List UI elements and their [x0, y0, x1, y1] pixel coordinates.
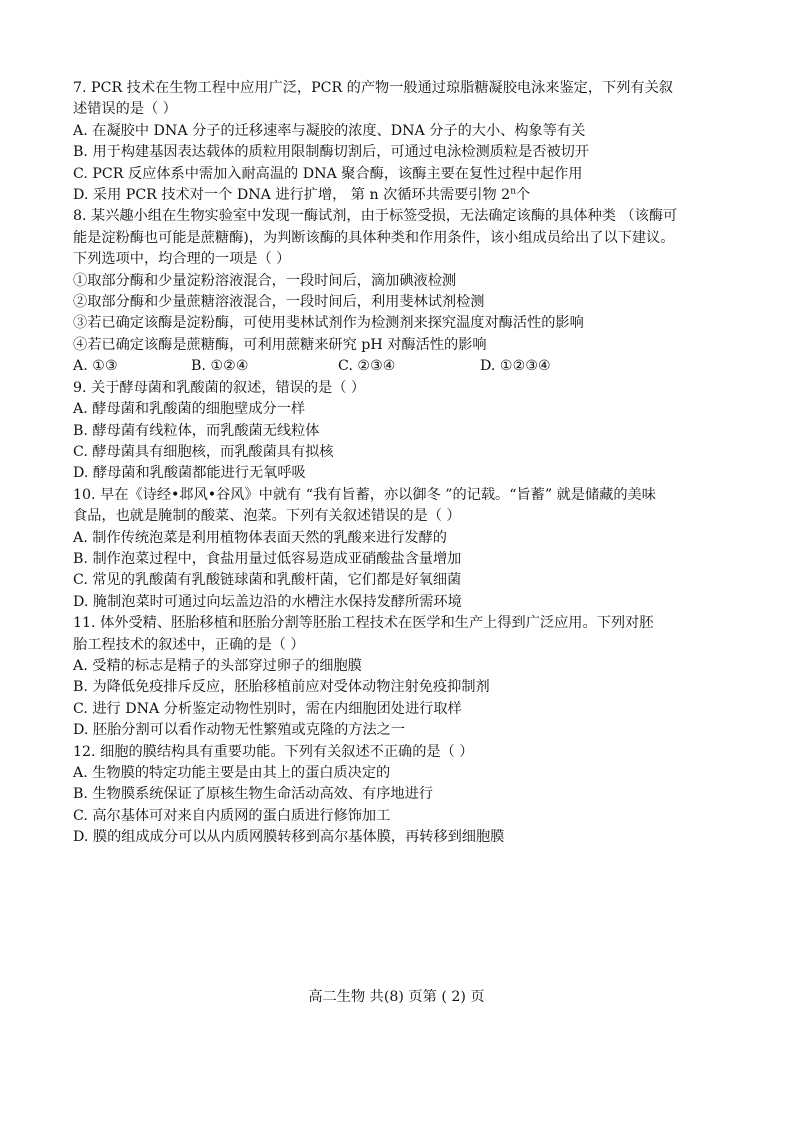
option-c: C. 进行 DNA 分析鉴定动物性别时，需在内细胞团处进行取样: [73, 700, 462, 717]
question-stem-line: 食品，也就是腌制的酸菜、泡菜。下列有关叙述错误的是（ ）: [73, 508, 461, 525]
inline-options: [73, 356, 733, 377]
question-stem-line: 胎工程技术的叙述中，正确的是（ ）: [73, 636, 305, 653]
question-10: [73, 485, 733, 613]
statement-4: ④若已确定该酶是蔗糖酶，可利用蔗糖来研究 pH 对酶活性的影响: [73, 336, 487, 353]
question-stem-line: 下列选项中，均合理的一项是（ ）: [73, 251, 291, 268]
option-b: B. 制作泡菜过程中，食盐用量过低容易造成亚硝酸盐含量增加: [73, 550, 462, 567]
question-stem-line: 8. 某兴趣小组在生物实验室中发现一酶试剂，由于标签受损，无法确定该酶的具体种类 （该酶可: [73, 208, 678, 225]
option-b: B. ①②④: [191, 358, 249, 375]
question-stem-line: 能是淀粉酶也可能是蔗糖酶)，为判断该酶的具体种类和作用条件，该小组成员给出了以下建议。: [73, 229, 675, 246]
option-a: A. 制作传统泡菜是利用植物体表面天然的乳酸来进行发酵的: [73, 529, 447, 546]
option-c: C. 常见的乳酸菌有乳酸链球菌和乳酸杆菌，它们都是好氧细菌: [73, 572, 462, 589]
option-a: A. 生物膜的特定功能主要是由其上的蛋白质决定的: [73, 765, 391, 781]
option-a: A. 受精的标志是精子的头部穿过卵子的细胞膜: [73, 657, 362, 674]
option-b: B. 酵母菌有线粒体，而乳酸菌无线粒体: [73, 422, 320, 439]
question-stem-line: 11. 体外受精、胚胎移植和胚胎分割等胚胎工程技术在医学和生产上得到广泛应用。下列对胚: [73, 615, 654, 632]
option-c: C. 酵母菌具有细胞核，而乳酸菌具有拟核: [73, 443, 334, 460]
option-d: D. 胚胎分割可以看作动物无性繁殖或克隆的方法之一: [73, 722, 406, 739]
question-7: [73, 78, 733, 206]
option-a: A. ①③: [73, 358, 118, 375]
option-c: C. ②③④: [338, 358, 396, 375]
option-b: B. 用于构建基因表达载体的质粒用限制酶切割后，可通过电泳检测质粒是否被切开: [73, 144, 590, 161]
statement-2: ②取部分酶和少量蔗糖溶液混合，一段时间后，利用斐林试剂检测: [73, 294, 485, 311]
option-c: C. 高尔基体可对来自内质网的蛋白质进行修饰加工: [73, 807, 391, 824]
statement-3: ③若已确定该酶是淀粉酶，可使用斐林试剂作为检测剂来探究温度对酶活性的影响: [73, 315, 584, 332]
question-8: [73, 206, 733, 377]
option-a: A. 在凝胶中 DNA 分子的迁移速率与凝胶的浓度、DNA 分子的大小、构象等有关: [73, 122, 586, 139]
option-b: B. 生物膜系统保证了原核生物生命活动高效、有序地进行: [73, 786, 433, 803]
option-d: D. ①②③④: [480, 358, 551, 375]
question-stem-line: 述错误的是（ ）: [73, 101, 177, 118]
question-stem-line: 7. PCR 技术在生物工程中应用广泛，PCR 的产物一般通过琼脂糖凝胶电泳来鉴定，下列有关叙: [73, 80, 673, 96]
statement-1: ①取部分酶和少量淀粉溶液混合，一段时间后，滴加碘液检测: [73, 272, 457, 289]
page-footer: 高二生物 共(8) 页第 ( 2) 页: [308, 989, 485, 1005]
option-c: C. PCR 反应体系中需加入耐高温的 DNA 聚合酶，该酶主要在复性过程中起作用: [73, 165, 583, 182]
option-b: B. 为降低免疫排斥反应，胚胎移植前应对受体动物注射免疫抑制剂: [73, 679, 490, 696]
question-stem-line: 12. 细胞的膜结构具有重要功能。下列有关叙述不正确的是（ ）: [73, 743, 474, 760]
question-11: [73, 613, 733, 741]
option-d: D. 腌制泡菜时可通过向坛盖边沿的水槽注水保持发酵所需环境: [73, 593, 462, 610]
option-d: D. 膜的组成成分可以从内质网膜转移到高尔基体膜，再转移到细胞膜: [73, 829, 505, 846]
option-a: A. 酵母菌和乳酸菌的细胞壁成分一样: [73, 401, 306, 418]
question-content: [73, 78, 733, 849]
question-12: [73, 742, 733, 849]
option-d: D. 酵母菌和乳酸菌都能进行无氧呼吸: [73, 465, 306, 482]
option-d: D. 采用 PCR 技术对一个 DNA 进行扩增， 第 n 次循环共需要引物 2$^n$个: [73, 186, 531, 204]
question-stem-line: 9. 关于酵母菌和乳酸菌的叙述，错误的是（ ）: [73, 379, 366, 396]
superscript-n: n: [510, 186, 516, 197]
question-9: [73, 378, 733, 485]
question-stem-line: 10. 早在《诗经•邶风•谷风》中就有 “我有旨蓄，亦以御冬 ”的记载。“旨蓄” 就是储藏的美味: [73, 486, 656, 503]
